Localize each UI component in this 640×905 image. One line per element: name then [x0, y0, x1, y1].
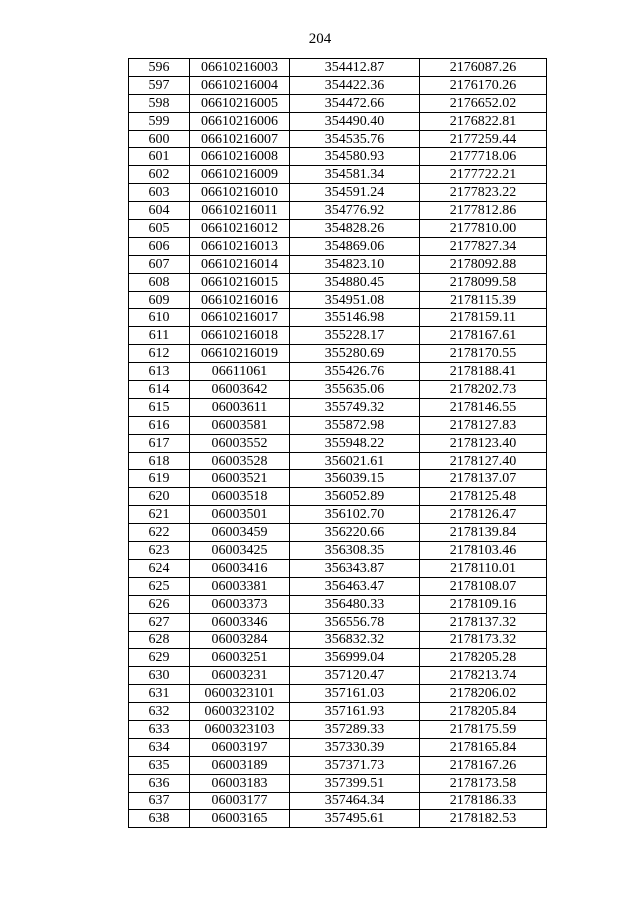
x-coordinate-cell: 354422.36 [290, 76, 420, 94]
point-id-cell: 06610216013 [190, 237, 290, 255]
table-row [129, 363, 547, 381]
y-coordinate-cell: 2178139.84 [420, 524, 547, 542]
table-row [129, 202, 547, 220]
y-coordinate-cell: 2177823.22 [420, 184, 547, 202]
row-number-cell: 605 [129, 220, 190, 238]
row-number-cell: 601 [129, 148, 190, 166]
point-id-cell: 06003183 [190, 774, 290, 792]
table-row [129, 685, 547, 703]
y-coordinate-cell: 2178092.88 [420, 255, 547, 273]
point-id-cell: 06611061 [190, 363, 290, 381]
x-coordinate-cell: 357161.03 [290, 685, 420, 703]
row-number-cell: 634 [129, 738, 190, 756]
y-coordinate-cell: 2178188.41 [420, 363, 547, 381]
point-id-cell: 06610216019 [190, 345, 290, 363]
y-coordinate-cell: 2178165.84 [420, 738, 547, 756]
table-row [129, 220, 547, 238]
point-id-cell: 06003521 [190, 470, 290, 488]
y-coordinate-cell: 2178175.59 [420, 720, 547, 738]
point-id-cell: 0600323101 [190, 685, 290, 703]
row-number-cell: 635 [129, 756, 190, 774]
y-coordinate-cell: 2178167.26 [420, 756, 547, 774]
point-id-cell: 0600323102 [190, 703, 290, 721]
row-number-cell: 624 [129, 559, 190, 577]
y-coordinate-cell: 2177718.06 [420, 148, 547, 166]
table-row [129, 166, 547, 184]
table-row [129, 59, 547, 77]
table-row [129, 255, 547, 273]
table-row [129, 130, 547, 148]
x-coordinate-cell: 354535.76 [290, 130, 420, 148]
row-number-cell: 606 [129, 237, 190, 255]
row-number-cell: 610 [129, 309, 190, 327]
row-number-cell: 598 [129, 94, 190, 112]
row-number-cell: 616 [129, 416, 190, 434]
point-id-cell: 06003177 [190, 792, 290, 810]
point-id-cell: 06610216010 [190, 184, 290, 202]
x-coordinate-cell: 355146.98 [290, 309, 420, 327]
row-number-cell: 599 [129, 112, 190, 130]
x-coordinate-cell: 355635.06 [290, 381, 420, 399]
table-row [129, 595, 547, 613]
y-coordinate-cell: 2177827.34 [420, 237, 547, 255]
row-number-cell: 622 [129, 524, 190, 542]
row-number-cell: 633 [129, 720, 190, 738]
row-number-cell: 637 [129, 792, 190, 810]
y-coordinate-cell: 2178103.46 [420, 542, 547, 560]
point-id-cell: 0600323103 [190, 720, 290, 738]
point-id-cell: 06610216015 [190, 273, 290, 291]
x-coordinate-cell: 354828.26 [290, 220, 420, 238]
point-id-cell: 06610216012 [190, 220, 290, 238]
coordinates-table [128, 58, 547, 828]
point-id-cell: 06610216009 [190, 166, 290, 184]
row-number-cell: 613 [129, 363, 190, 381]
point-id-cell: 06610216014 [190, 255, 290, 273]
x-coordinate-cell: 354880.45 [290, 273, 420, 291]
table-row [129, 184, 547, 202]
point-id-cell: 06003189 [190, 756, 290, 774]
y-coordinate-cell: 2178202.73 [420, 381, 547, 399]
point-id-cell: 06003425 [190, 542, 290, 560]
point-id-cell: 06003459 [190, 524, 290, 542]
y-coordinate-cell: 2178115.39 [420, 291, 547, 309]
row-number-cell: 602 [129, 166, 190, 184]
x-coordinate-cell: 355426.76 [290, 363, 420, 381]
x-coordinate-cell: 356039.15 [290, 470, 420, 488]
row-number-cell: 612 [129, 345, 190, 363]
table-row [129, 720, 547, 738]
y-coordinate-cell: 2178167.61 [420, 327, 547, 345]
y-coordinate-cell: 2178125.48 [420, 488, 547, 506]
row-number-cell: 607 [129, 255, 190, 273]
table-row [129, 488, 547, 506]
point-id-cell: 06610216016 [190, 291, 290, 309]
y-coordinate-cell: 2177722.21 [420, 166, 547, 184]
point-id-cell: 06003611 [190, 398, 290, 416]
table-row [129, 470, 547, 488]
y-coordinate-cell: 2178110.01 [420, 559, 547, 577]
x-coordinate-cell: 354490.40 [290, 112, 420, 130]
y-coordinate-cell: 2176652.02 [420, 94, 547, 112]
point-id-cell: 06003231 [190, 667, 290, 685]
x-coordinate-cell: 356220.66 [290, 524, 420, 542]
y-coordinate-cell: 2176822.81 [420, 112, 547, 130]
table-row [129, 452, 547, 470]
y-coordinate-cell: 2178173.58 [420, 774, 547, 792]
row-number-cell: 608 [129, 273, 190, 291]
point-id-cell: 06003373 [190, 595, 290, 613]
x-coordinate-cell: 355228.17 [290, 327, 420, 345]
y-coordinate-cell: 2177810.00 [420, 220, 547, 238]
table-row [129, 703, 547, 721]
table-row [129, 506, 547, 524]
y-coordinate-cell: 2178182.53 [420, 810, 547, 828]
point-id-cell: 06003416 [190, 559, 290, 577]
row-number-cell: 623 [129, 542, 190, 560]
point-id-cell: 06610216007 [190, 130, 290, 148]
table-row [129, 112, 547, 130]
y-coordinate-cell: 2178206.02 [420, 685, 547, 703]
y-coordinate-cell: 2176170.26 [420, 76, 547, 94]
row-number-cell: 619 [129, 470, 190, 488]
point-id-cell: 06003381 [190, 577, 290, 595]
table-row [129, 810, 547, 828]
table-row [129, 327, 547, 345]
x-coordinate-cell: 356021.61 [290, 452, 420, 470]
y-coordinate-cell: 2178099.58 [420, 273, 547, 291]
x-coordinate-cell: 356308.35 [290, 542, 420, 560]
y-coordinate-cell: 2178159.11 [420, 309, 547, 327]
x-coordinate-cell: 357120.47 [290, 667, 420, 685]
y-coordinate-cell: 2178205.28 [420, 649, 547, 667]
point-id-cell: 06003284 [190, 631, 290, 649]
x-coordinate-cell: 357399.51 [290, 774, 420, 792]
table-row [129, 148, 547, 166]
row-number-cell: 611 [129, 327, 190, 345]
row-number-cell: 631 [129, 685, 190, 703]
y-coordinate-cell: 2178186.33 [420, 792, 547, 810]
y-coordinate-cell: 2178108.07 [420, 577, 547, 595]
x-coordinate-cell: 356343.87 [290, 559, 420, 577]
point-id-cell: 06003581 [190, 416, 290, 434]
x-coordinate-cell: 354591.24 [290, 184, 420, 202]
page-number: 204 [308, 31, 332, 47]
x-coordinate-cell: 355872.98 [290, 416, 420, 434]
x-coordinate-cell: 357495.61 [290, 810, 420, 828]
table-row [129, 667, 547, 685]
point-id-cell: 06610216003 [190, 59, 290, 77]
point-id-cell: 06610216011 [190, 202, 290, 220]
x-coordinate-cell: 356832.32 [290, 631, 420, 649]
point-id-cell: 06003251 [190, 649, 290, 667]
table-row [129, 792, 547, 810]
y-coordinate-cell: 2177259.44 [420, 130, 547, 148]
x-coordinate-cell: 356052.89 [290, 488, 420, 506]
row-number-cell: 636 [129, 774, 190, 792]
y-coordinate-cell: 2178109.16 [420, 595, 547, 613]
table-row [129, 649, 547, 667]
point-id-cell: 06003552 [190, 434, 290, 452]
table-row [129, 542, 547, 560]
table-row [129, 345, 547, 363]
table-row [129, 613, 547, 631]
x-coordinate-cell: 356102.70 [290, 506, 420, 524]
x-coordinate-cell: 354581.34 [290, 166, 420, 184]
row-number-cell: 600 [129, 130, 190, 148]
point-id-cell: 06610216006 [190, 112, 290, 130]
row-number-cell: 603 [129, 184, 190, 202]
x-coordinate-cell: 354823.10 [290, 255, 420, 273]
x-coordinate-cell: 354869.06 [290, 237, 420, 255]
x-coordinate-cell: 357371.73 [290, 756, 420, 774]
x-coordinate-cell: 357464.34 [290, 792, 420, 810]
x-coordinate-cell: 357161.93 [290, 703, 420, 721]
x-coordinate-cell: 354472.66 [290, 94, 420, 112]
table-row [129, 524, 547, 542]
x-coordinate-cell: 355280.69 [290, 345, 420, 363]
row-number-cell: 627 [129, 613, 190, 631]
point-id-cell: 06610216004 [190, 76, 290, 94]
row-number-cell: 597 [129, 76, 190, 94]
row-number-cell: 614 [129, 381, 190, 399]
row-number-cell: 618 [129, 452, 190, 470]
point-id-cell: 06610216005 [190, 94, 290, 112]
row-number-cell: 604 [129, 202, 190, 220]
table-row [129, 381, 547, 399]
row-number-cell: 620 [129, 488, 190, 506]
table-row [129, 398, 547, 416]
y-coordinate-cell: 2178137.07 [420, 470, 547, 488]
table-row [129, 738, 547, 756]
x-coordinate-cell: 356480.33 [290, 595, 420, 613]
y-coordinate-cell: 2176087.26 [420, 59, 547, 77]
table-row [129, 416, 547, 434]
row-number-cell: 625 [129, 577, 190, 595]
table-row [129, 291, 547, 309]
row-number-cell: 596 [129, 59, 190, 77]
y-coordinate-cell: 2178170.55 [420, 345, 547, 363]
y-coordinate-cell: 2178137.32 [420, 613, 547, 631]
x-coordinate-cell: 356556.78 [290, 613, 420, 631]
table-row [129, 309, 547, 327]
table-row [129, 273, 547, 291]
y-coordinate-cell: 2178126.47 [420, 506, 547, 524]
point-id-cell: 06003197 [190, 738, 290, 756]
y-coordinate-cell: 2178146.55 [420, 398, 547, 416]
row-number-cell: 628 [129, 631, 190, 649]
row-number-cell: 626 [129, 595, 190, 613]
row-number-cell: 630 [129, 667, 190, 685]
y-coordinate-cell: 2178213.74 [420, 667, 547, 685]
x-coordinate-cell: 356999.04 [290, 649, 420, 667]
table-row [129, 434, 547, 452]
point-id-cell: 06610216018 [190, 327, 290, 345]
y-coordinate-cell: 2178205.84 [420, 703, 547, 721]
x-coordinate-cell: 355749.32 [290, 398, 420, 416]
row-number-cell: 629 [129, 649, 190, 667]
x-coordinate-cell: 354776.92 [290, 202, 420, 220]
row-number-cell: 615 [129, 398, 190, 416]
table-row [129, 237, 547, 255]
table-row [129, 94, 547, 112]
coordinates-table-body [129, 59, 547, 828]
point-id-cell: 06003518 [190, 488, 290, 506]
x-coordinate-cell: 357289.33 [290, 720, 420, 738]
row-number-cell: 632 [129, 703, 190, 721]
table-row [129, 577, 547, 595]
point-id-cell: 06003528 [190, 452, 290, 470]
table-row [129, 76, 547, 94]
x-coordinate-cell: 354412.87 [290, 59, 420, 77]
y-coordinate-cell: 2178173.32 [420, 631, 547, 649]
row-number-cell: 609 [129, 291, 190, 309]
x-coordinate-cell: 356463.47 [290, 577, 420, 595]
x-coordinate-cell: 354951.08 [290, 291, 420, 309]
x-coordinate-cell: 354580.93 [290, 148, 420, 166]
y-coordinate-cell: 2178123.40 [420, 434, 547, 452]
y-coordinate-cell: 2178127.40 [420, 452, 547, 470]
y-coordinate-cell: 2178127.83 [420, 416, 547, 434]
point-id-cell: 06003165 [190, 810, 290, 828]
x-coordinate-cell: 357330.39 [290, 738, 420, 756]
table-row [129, 631, 547, 649]
row-number-cell: 638 [129, 810, 190, 828]
table-row [129, 756, 547, 774]
table-row [129, 774, 547, 792]
row-number-cell: 621 [129, 506, 190, 524]
point-id-cell: 06610216017 [190, 309, 290, 327]
point-id-cell: 06610216008 [190, 148, 290, 166]
point-id-cell: 06003642 [190, 381, 290, 399]
table-row [129, 559, 547, 577]
row-number-cell: 617 [129, 434, 190, 452]
point-id-cell: 06003346 [190, 613, 290, 631]
x-coordinate-cell: 355948.22 [290, 434, 420, 452]
y-coordinate-cell: 2177812.86 [420, 202, 547, 220]
point-id-cell: 06003501 [190, 506, 290, 524]
